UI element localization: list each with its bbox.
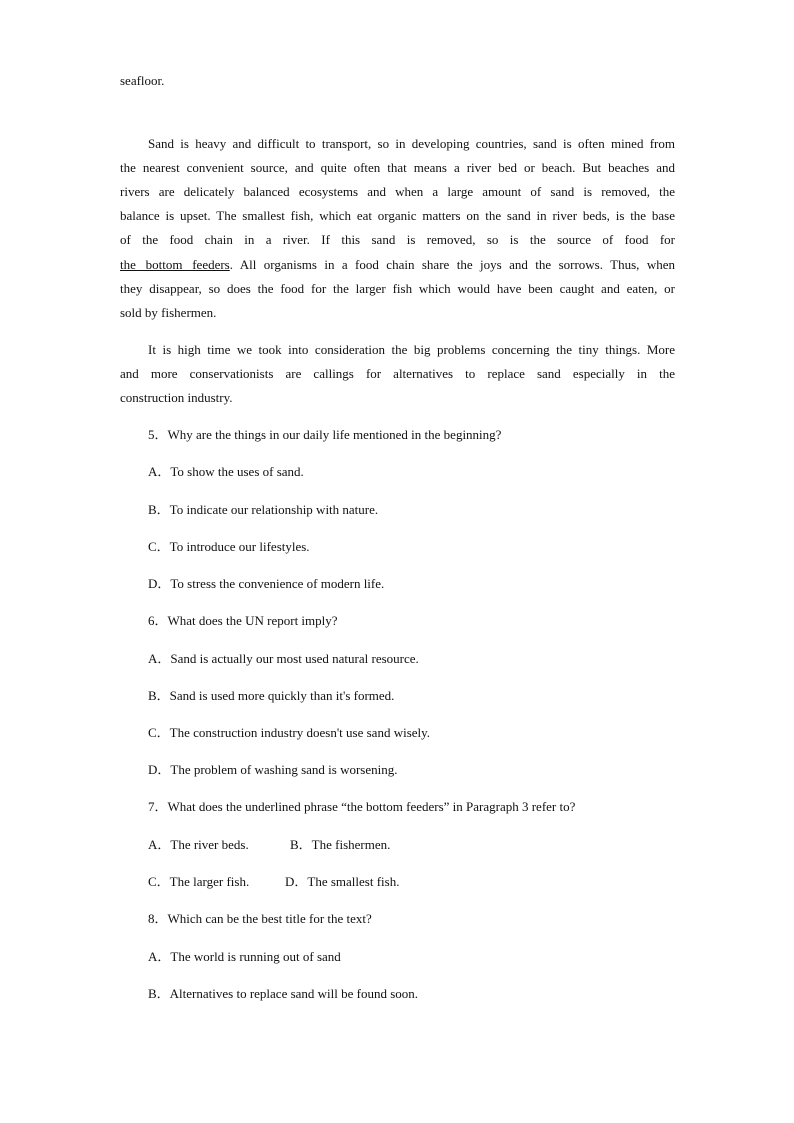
paragraph-line: and more conservationists are callings for alternatives to replace sand especially in the <box>120 366 675 381</box>
option-6b: B．Sand is used more quickly than it's formed. <box>148 688 395 703</box>
paragraph-fragment: seafloor. <box>120 73 165 88</box>
option-8b: B．Alternatives to replace sand will be found soon. <box>148 986 419 1001</box>
option-7c: C．The larger fish. <box>148 874 250 889</box>
option-7d: D．The smallest fish. <box>285 874 400 889</box>
question-6: 6．What does the UN report imply? <box>148 613 338 628</box>
option-8a: A．The world is running out of sand <box>148 949 341 964</box>
question-5: 5．Why are the things in our daily life mentioned in the beginning? <box>148 427 502 442</box>
paragraph-line: of the food chain in a river. If this sand is removed, so is the source of food for <box>120 232 675 247</box>
paragraph-line: they disappear, so does the food for the larger fish which would have been caught and eaten, or <box>120 281 675 296</box>
paragraph-line: sold by fishermen. <box>120 305 217 320</box>
paragraph-line: construction industry. <box>120 390 233 405</box>
paragraph-line: It is high time we took into consideration the big problems concerning the tiny things. More <box>148 342 675 357</box>
paragraph-line: rivers are delicately balanced ecosystems and when a large amount of sand is removed, the <box>120 184 675 199</box>
paragraph-line: the nearest convenient source, and quite often that means a river bed or beach. But beaches and <box>120 160 675 175</box>
paragraph-line <box>120 253 675 277</box>
underlined-phrase: the bottom feeders <box>120 257 230 272</box>
question-8: 8．Which can be the best title for the text? <box>148 911 372 926</box>
option-5d: D．To stress the convenience of modern life. <box>148 576 385 591</box>
option-7b: B．The fishermen. <box>290 837 391 852</box>
paragraph-line: Sand is heavy and difficult to transport, so in developing countries, sand is often mined from <box>148 136 675 151</box>
option-5b: B．To indicate our relationship with nature. <box>148 502 379 517</box>
option-6d: D．The problem of washing sand is worsening. <box>148 762 398 777</box>
question-7: 7．What does the underlined phrase “the bottom feeders” in Paragraph 3 refer to? <box>148 799 576 814</box>
option-7a: A．The river beds. <box>148 837 249 852</box>
option-6a: A．Sand is actually our most used natural resource. <box>148 651 419 666</box>
line-text: . All organisms in a food chain share the joys and the sorrows. Thus, when <box>229 257 675 272</box>
option-6c: C．The construction industry doesn't use sand wisely. <box>148 725 431 740</box>
option-5c: C．To introduce our lifestyles. <box>148 539 310 554</box>
paragraph-line: balance is upset. The smallest fish, which eat organic matters on the sand in river beds, is the base <box>120 208 675 223</box>
option-5a: A．To show the uses of sand. <box>148 464 304 479</box>
